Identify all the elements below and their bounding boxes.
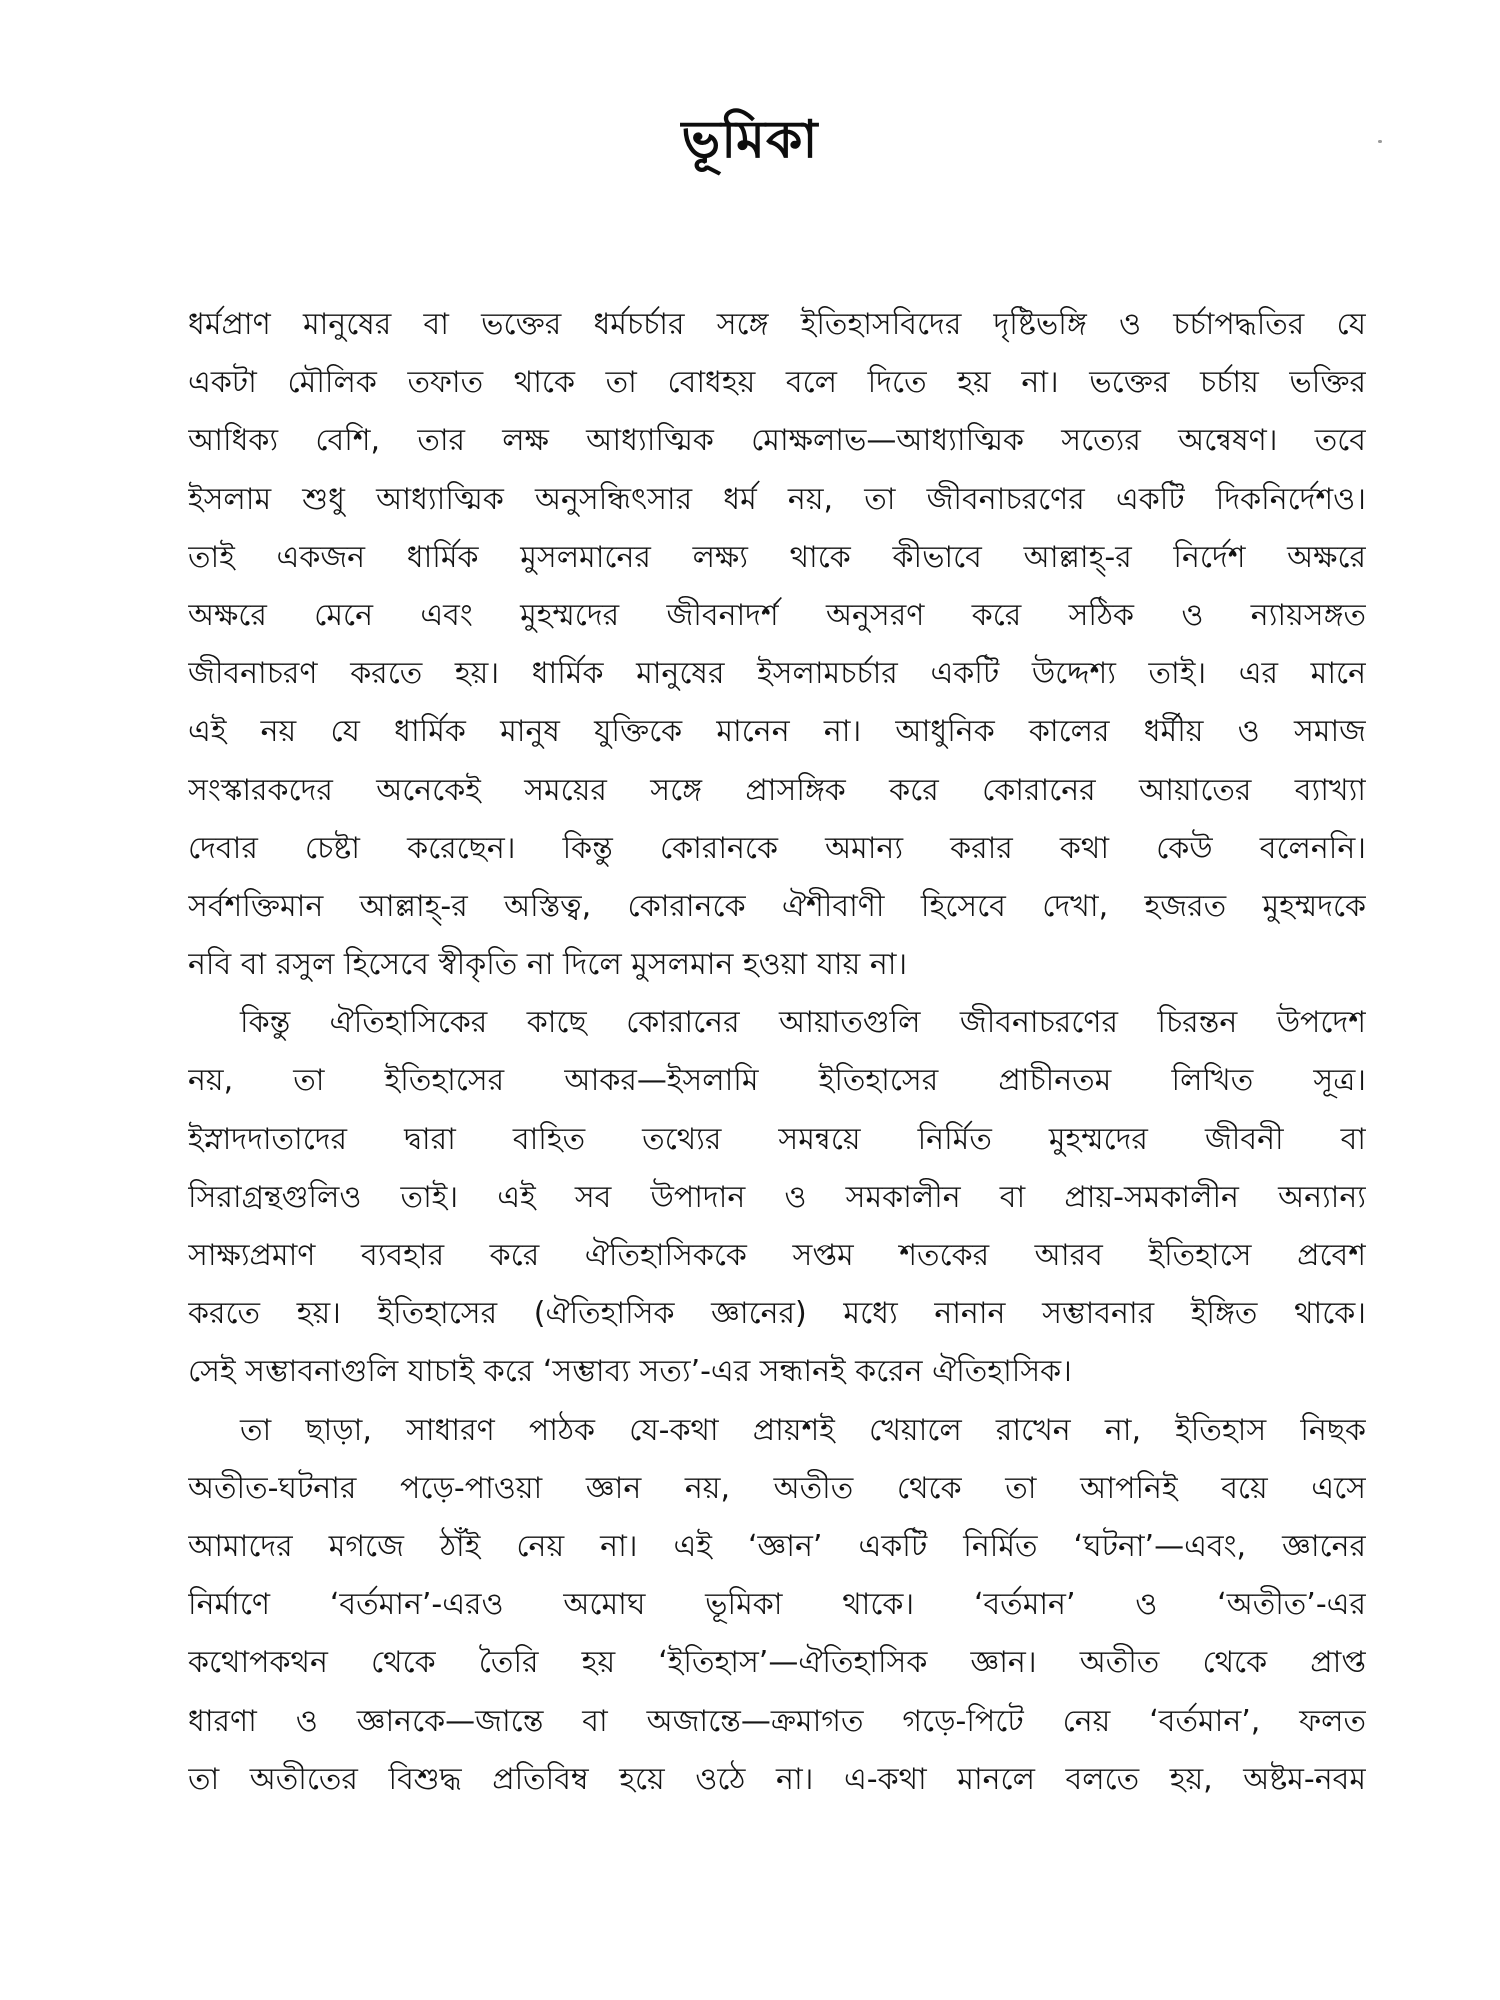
text-line-21: অতীত-ঘটনার পড়ে-পাওয়া জ্ঞান নয়, অতীত থেকে তা আপনিই বয়ে এসে — [188, 1470, 1366, 1506]
scan-speck — [1378, 140, 1382, 143]
text-line-15: ইস্নাদদাতাদের দ্বারা বাহিত তথ্যের সমন্বয়ে নির্মিত মুহম্মদের জীবনী বা — [188, 1121, 1366, 1157]
text-line-1: ধর্মপ্রাণ মানুষের বা ভক্তের ধর্মচর্চার সঙ্গে ইতিহাসবিদের দৃষ্টিভঙ্গি ও চর্চাপদ্ধতির যে — [188, 307, 1366, 342]
text-line-2: একটা মৌলিক তফাত থাকে তা বোধহয় বলে দিতে হয় না। ভক্তের চর্চায় ভক্তির — [188, 365, 1366, 401]
page-title: ভূমিকা — [681, 110, 819, 170]
text-line-26: তা অতীতের বিশুদ্ধ প্রতিবিম্ব হয়ে ওঠে না। এ-কথা মানলে বলতে হয়, অষ্টম-নবম — [188, 1761, 1366, 1797]
text-line-10: দেবার চেষ্টা করেছেন। কিন্তু কোরানকে অমান্য করার কথা কেউ বলেননি। — [188, 830, 1366, 866]
text-line-3: আধিক্য বেশি, তার লক্ষ আধ্যাত্মিক মোক্ষলাভ—আধ্যাত্মিক সত্যের অন্বেষণ। তবে — [188, 423, 1366, 459]
body-text — [188, 296, 1366, 1809]
text-line-4: ইসলাম শুধু আধ্যাত্মিক অনুসন্ধিৎসার ধর্ম নয়, তা জীবনাচরণের একটি দিকনির্দেশও। — [188, 481, 1366, 517]
text-line-7: জীবনাচরণ করতে হয়। ধার্মিক মানুষের ইসলামচর্চার একটি উদ্দেশ্য তাই। এর মানে — [188, 656, 1366, 692]
text-line-14: নয়, তা ইতিহাসের আকর—ইসলামি ইতিহাসের প্রাচীনতম লিখিত সূত্র। — [188, 1063, 1366, 1099]
text-line-18: করতে হয়। ইতিহাসের (ঐতিহাসিক জ্ঞানের) মধ্যে নানান সম্ভাবনার ইঙ্গিত থাকে। — [188, 1296, 1366, 1332]
text-line-22: আমাদের মগজে ঠাঁই নেয় না। এই ‘জ্ঞান’ একটি নির্মিত ‘ঘটনা’—এবং, জ্ঞানের — [188, 1528, 1366, 1564]
text-line-9: সংস্কারকদের অনেকেই সময়ের সঙ্গে প্রাসঙ্গিক করে কোরানের আয়াতের ব্যাখ্যা — [188, 772, 1366, 808]
text-line-17: সাক্ষ্যপ্রমাণ ব্যবহার করে ঐতিহাসিককে সপ্তম শতকের আরব ইতিহাসে প্রবেশ — [188, 1238, 1366, 1273]
text-line-20: তা ছাড়া, সাধারণ পাঠক যে-কথা প্রায়শই খেয়ালে রাখেন না, ইতিহাস নিছক — [240, 1412, 1366, 1448]
text-line-11: সর্বশক্তিমান আল্লাহ্-র অস্তিত্ব, কোরানকে ঐশীবাণী হিসেবে দেখা, হজরত মুহম্মদকে — [188, 888, 1366, 924]
text-line-23: নির্মাণে ‘বর্তমান’-এরও অমোঘ ভূমিকা থাকে। ‘বর্তমান’ ও ‘অতীত’-এর — [188, 1587, 1366, 1623]
text-line-19: সেই সম্ভাবনাগুলি যাচাই করে ‘সম্ভাব্য সত্য’-এর সন্ধানই করেন ঐতিহাসিক। — [188, 1354, 1072, 1390]
text-line-16: সিরাগ্রন্থগুলিও তাই। এই সব উপাদান ও সমকালীন বা প্রায়-সমকালীন অন্যান্য — [188, 1179, 1366, 1215]
text-line-8: এই নয় যে ধার্মিক মানুষ যুক্তিকে মানেন না। আধুনিক কালের ধর্মীয় ও সমাজ — [188, 714, 1366, 750]
text-line-13: কিন্তু ঐতিহাসিকের কাছে কোরানের আয়াতগুলি জীবনাচরণের চিরন্তন উপদেশ — [240, 1005, 1366, 1041]
text-line-12: নবি বা রসুল হিসেবে স্বীকৃতি না দিলে মুসলমান হওয়া যায় না। — [188, 947, 908, 983]
text-line-25: ধারণা ও জ্ঞানকে—জান্তে বা অজান্তে—ক্রমাগত গড়ে-পিটে নেয় ‘বর্তমান’, ফলত — [188, 1703, 1366, 1739]
text-line-5: তাই একজন ধার্মিক মুসলমানের লক্ষ্য থাকে কীভাবে আল্লাহ্-র নির্দেশ অক্ষরে — [188, 539, 1366, 575]
text-line-24: কথোপকথন থেকে তৈরি হয় ‘ইতিহাস’—ঐতিহাসিক জ্ঞান। অতীত থেকে প্রাপ্ত — [188, 1645, 1366, 1681]
text-line-6: অক্ষরে মেনে এবং মুহম্মদের জীবনাদর্শ অনুসরণ করে সঠিক ও ন্যায়সঙ্গত — [188, 597, 1366, 633]
